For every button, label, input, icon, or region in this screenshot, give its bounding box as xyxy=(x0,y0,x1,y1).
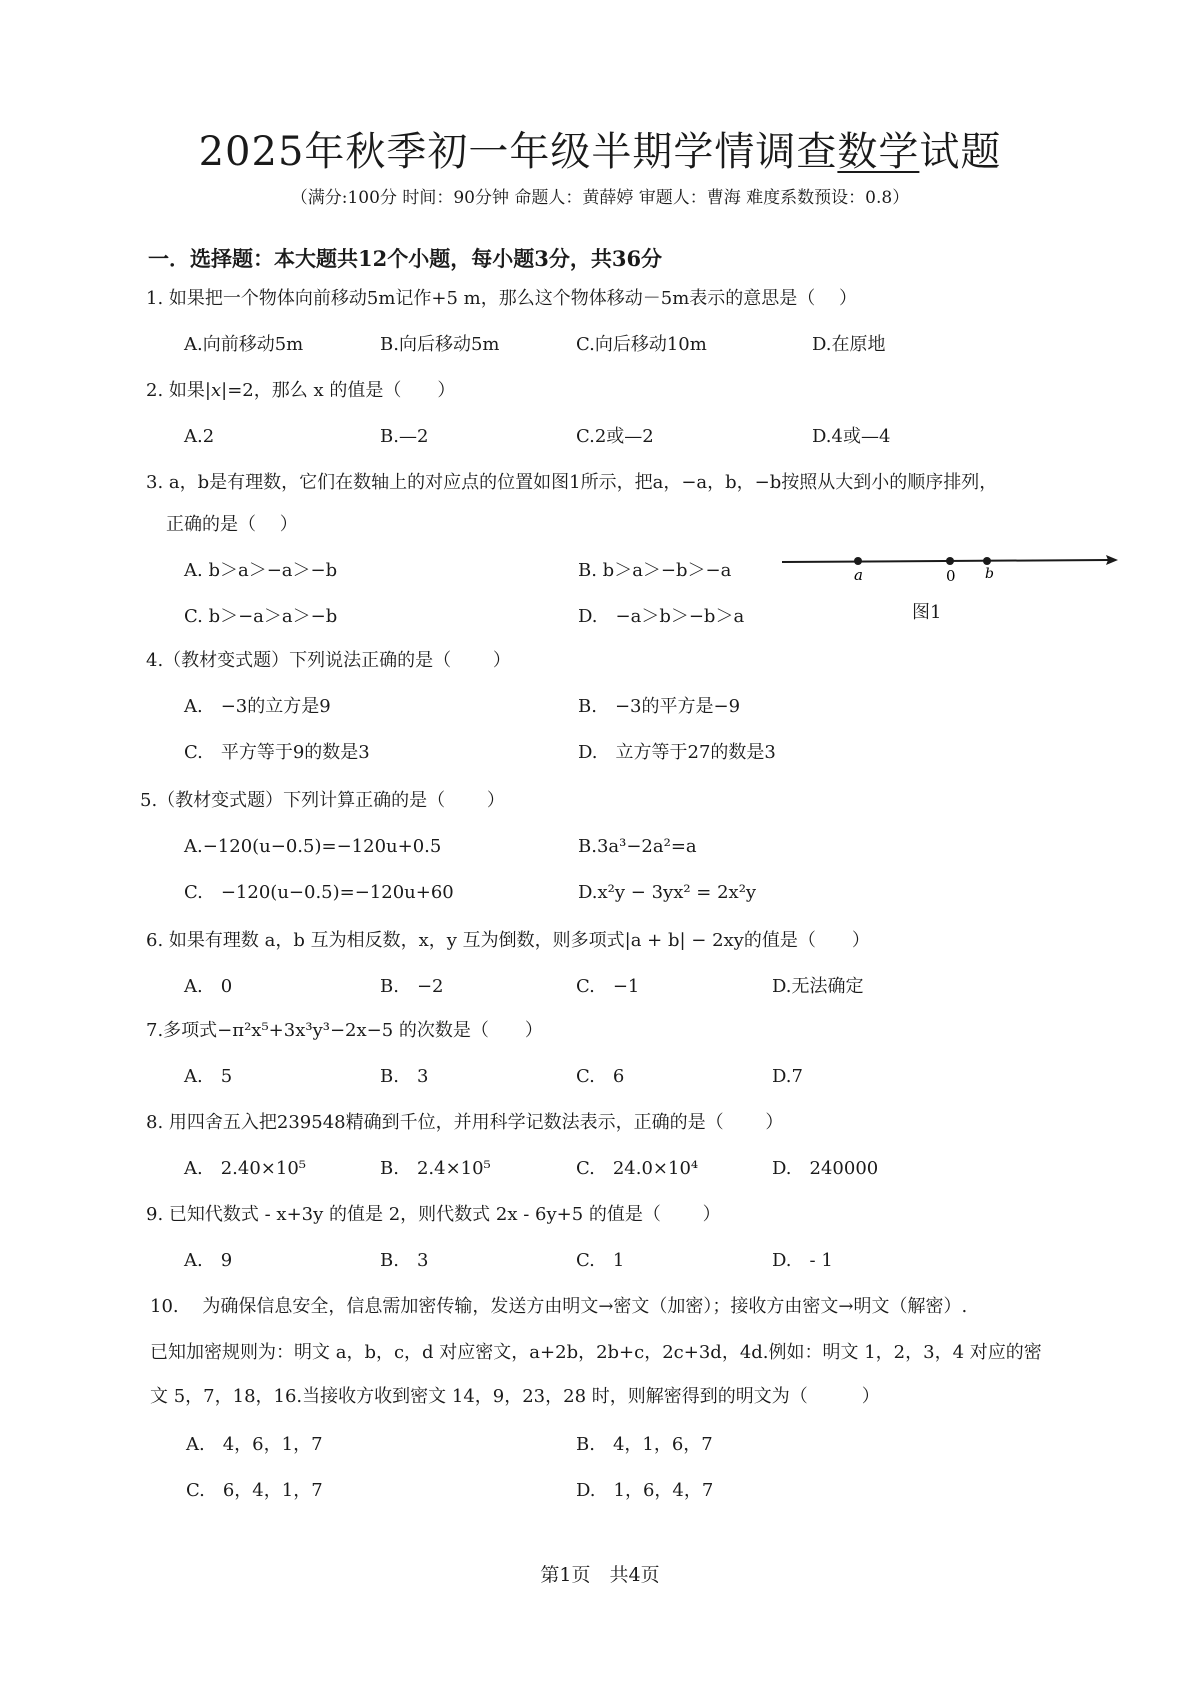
question-10-option-a: A. 4，6，1，7 xyxy=(186,1434,323,1455)
title-subject: 数学 xyxy=(837,129,920,175)
figure-1-caption: 图1 xyxy=(912,602,942,623)
label-b: b xyxy=(985,566,994,582)
title-main: 2025年秋季初一年级半期学情调查 xyxy=(198,129,838,175)
question-5-stem: 5.（教材变式题）下列计算正确的是（ ） xyxy=(140,790,505,811)
number-line-axis xyxy=(782,560,1108,562)
label-zero: 0 xyxy=(946,567,956,585)
question-6-option-b: B. −2 xyxy=(380,976,444,997)
question-8-option-a: A. 2.40×10⁵ xyxy=(184,1158,307,1179)
question-3-option-d: D. −a＞b＞−b＞a xyxy=(578,606,745,627)
question-10-option-c: C. 6，4，1，7 xyxy=(186,1480,323,1501)
exam-title xyxy=(0,128,1200,176)
question-5-option-d: D.x²y − 3yx² = 2x²y xyxy=(578,882,757,903)
question-7-option-d: D.7 xyxy=(772,1066,803,1087)
question-5-option-c: C. −120(u−0.5)=−120u+60 xyxy=(184,882,454,903)
label-a: a xyxy=(854,566,863,584)
question-4-option-a: A. −3的立方是9 xyxy=(184,696,331,717)
question-10-stem-line-2: 已知加密规则为：明文 a，b，c，d 对应密文，a+2b，2b+c，2c+3d，4d.例如：明文 1，2，3，4 对应的密 xyxy=(150,1342,1042,1363)
point-zero xyxy=(946,557,954,565)
question-7-option-b: B. 3 xyxy=(380,1066,429,1087)
question-5-option-b: B.3a³−2a²=a xyxy=(578,836,697,857)
question-1-option-d: D.在原地 xyxy=(812,334,886,355)
question-10-stem-line-1: 10. 为确保信息安全，信息需加密传输，发送方由明文→密文（加密）；接收方由密文→明文（解密）. xyxy=(150,1296,968,1317)
question-7-stem: 7.多项式−π²x⁵+3x³y³−2x−5 的次数是（ ） xyxy=(146,1020,543,1041)
question-3-option-b: B. b＞a＞−b＞−a xyxy=(578,560,732,581)
question-10-option-d: D. 1，6，4，7 xyxy=(576,1480,714,1501)
question-6-option-d: D.无法确定 xyxy=(772,976,864,997)
point-a xyxy=(854,557,862,565)
question-10-option-b: B. 4，1，6，7 xyxy=(576,1434,713,1455)
question-4-option-d: D. 立方等于27的数是3 xyxy=(578,742,776,763)
question-8-option-b: B. 2.4×10⁵ xyxy=(380,1158,491,1179)
exam-info: （满分:100分 时间：90分钟 命题人：黄薛婷 审题人：曹海 难度系数预设：0.8） xyxy=(290,188,910,208)
question-8-option-d: D. 240000 xyxy=(772,1158,879,1179)
question-2-option-d: D.4或—4 xyxy=(812,426,891,447)
question-1-option-c: C.向后移动10m xyxy=(576,334,707,355)
question-8-stem: 8. 用四舍五入把239548精确到千位，并用科学记数法表示，正确的是（ ） xyxy=(146,1112,784,1133)
question-9-option-a: A. 9 xyxy=(184,1250,233,1271)
question-1-option-b: B.向后移动5m xyxy=(380,334,500,355)
question-3-option-a: A. b＞a＞−a＞−b xyxy=(184,560,338,581)
question-3-stem: 3. a，b是有理数，它们在数轴上的对应点的位置如图1所示，把a，−a，b，−b按照从大到小的顺序排列， xyxy=(146,472,998,493)
question-9-option-d: D. - 1 xyxy=(772,1250,833,1271)
question-10-stem-line-3: 文 5，7，18，16.当接收方收到密文 14，9，23，28 时，则解密得到的明文为（ ） xyxy=(150,1386,880,1407)
question-2-option-a: A.2 xyxy=(184,426,215,447)
question-9-option-c: C. 1 xyxy=(576,1250,625,1271)
question-9-option-b: B. 3 xyxy=(380,1250,429,1271)
question-4-stem: 4.（教材变式题）下列说法正确的是（ ） xyxy=(146,650,511,671)
question-4-option-b: B. −3的平方是−9 xyxy=(578,696,741,717)
question-2-option-c: C.2或—2 xyxy=(576,426,654,447)
page-footer: 第1页 共4页 xyxy=(540,1564,660,1586)
question-6-option-a: A. 0 xyxy=(184,976,233,997)
question-6-option-c: C. −1 xyxy=(576,976,640,997)
question-1-option-a: A.向前移动5m xyxy=(184,334,304,355)
section-heading: 一．选择题：本大题共12个小题，每小题3分，共36分 xyxy=(148,246,663,271)
question-3-stem-cont: 正确的是（ ） xyxy=(166,514,298,535)
question-5-option-a: A.−120(u−0.5)=−120u+0.5 xyxy=(184,836,442,857)
point-b xyxy=(983,557,991,565)
question-6-stem: 6. 如果有理数 a，b 互为相反数，x，y 互为倒数，则多项式|a + b| − 2xy的值是（ ） xyxy=(146,930,870,951)
question-7-option-c: C. 6 xyxy=(576,1066,625,1087)
question-3-option-c: C. b＞−a＞a＞−b xyxy=(184,606,338,627)
question-2-stem: 2. 如果|x|=2，那么 x 的值是（ ） xyxy=(146,380,456,401)
number-line-figure xyxy=(780,550,1120,590)
question-2-option-b: B.—2 xyxy=(380,426,429,447)
question-1-stem: 1. 如果把一个物体向前移动5m记作+5 m，那么这个物体移动－5m表示的意思是（ ） xyxy=(146,288,857,309)
question-4-option-c: C. 平方等于9的数是3 xyxy=(184,742,370,763)
question-8-option-c: C. 24.0×10⁴ xyxy=(576,1158,699,1179)
question-7-option-a: A. 5 xyxy=(184,1066,233,1087)
question-9-stem: 9. 已知代数式 - x+3y 的值是 2，则代数式 2x - 6y+5 的值是（ ） xyxy=(146,1204,721,1225)
title-end: 试题 xyxy=(919,129,1002,175)
